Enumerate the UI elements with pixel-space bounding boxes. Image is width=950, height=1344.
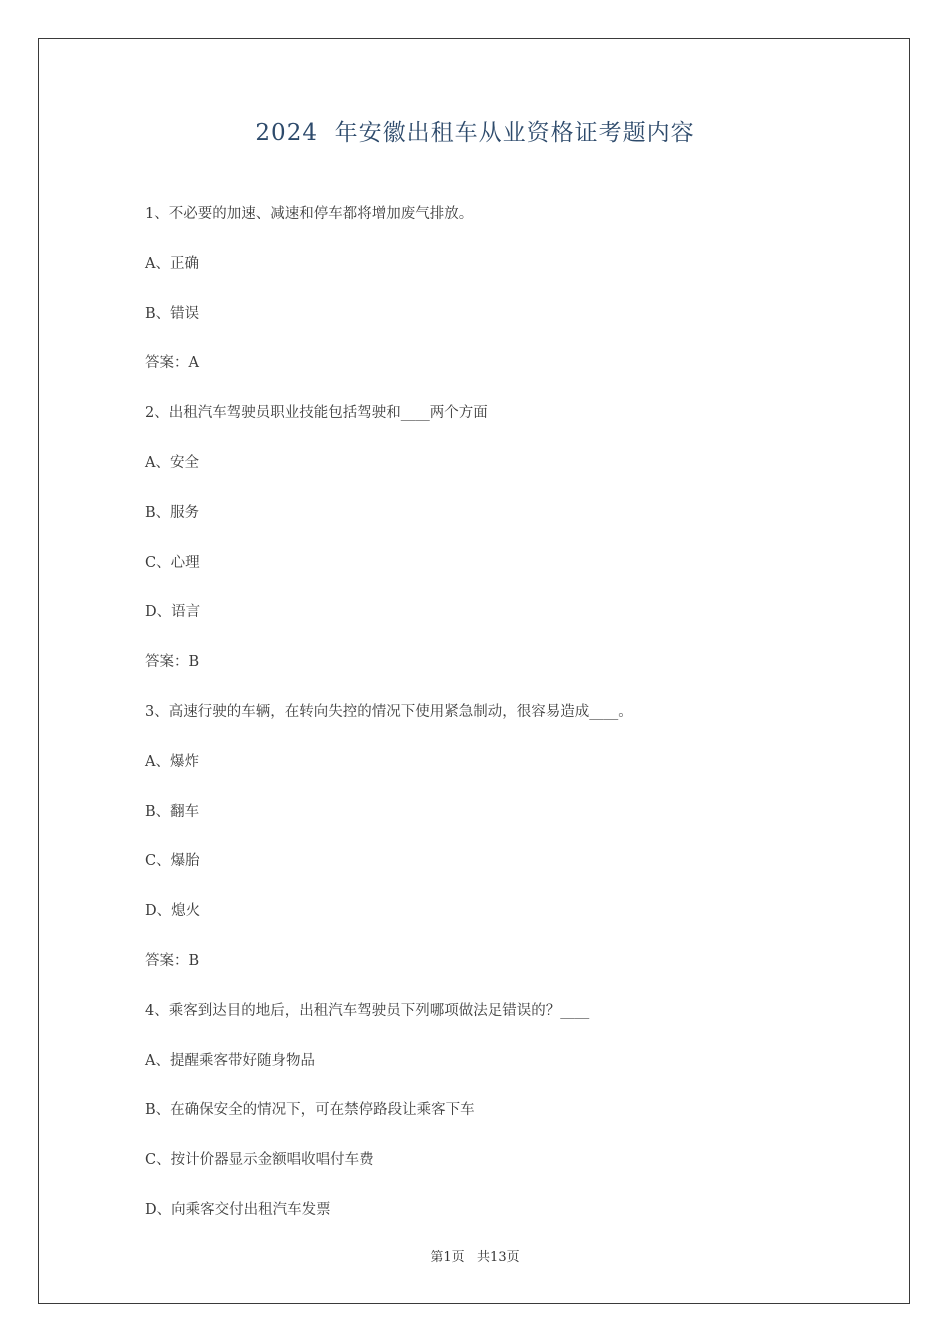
question-text: 4、乘客到达目的地后，出租汽车驾驶员下列哪项做法足错误的？____: [145, 1002, 590, 1019]
option-a: A、正确: [145, 255, 199, 272]
answer: 答案：B: [145, 654, 200, 671]
option-d: D、熄火: [145, 903, 201, 920]
answer: 答案：A: [145, 355, 199, 372]
option-a: A、提醒乘客带好随身物品: [145, 1052, 315, 1069]
option-a: A、爆炸: [145, 753, 199, 770]
option-d: D、语言: [145, 604, 201, 621]
option-b: B、在确保安全的情况下，可在禁停路段让乘客下车: [145, 1102, 475, 1119]
option-b: B、翻车: [145, 803, 200, 820]
option-a: A、安全: [145, 454, 199, 471]
option-c: C、爆胎: [145, 853, 200, 870]
question-text: 1、不必要的加速、减速和停车都将增加废气排放。: [145, 206, 474, 222]
question-text: 2、出租汽车驾驶员职业技能包括驾驶和____两个方面: [145, 405, 488, 422]
answer: 答案：B: [145, 952, 200, 969]
option-b: B、服务: [145, 504, 200, 521]
option-c: C、心理: [145, 554, 200, 571]
option-c: C、按计价器显示金额唱收唱付车费: [145, 1152, 374, 1169]
question-text: 3、高速行驶的车辆，在转向失控的情况下使用紧急制动，很容易造成____。: [145, 703, 633, 720]
option-d: D、向乘客交付出租汽车发票: [145, 1201, 331, 1218]
page-title: 2024 年安徽出租车从业资格证考题内容: [255, 120, 695, 146]
option-b: B、错误: [145, 305, 200, 322]
page-footer: 第1页 共13页: [430, 1250, 520, 1265]
question-list: [145, 200, 865, 1246]
